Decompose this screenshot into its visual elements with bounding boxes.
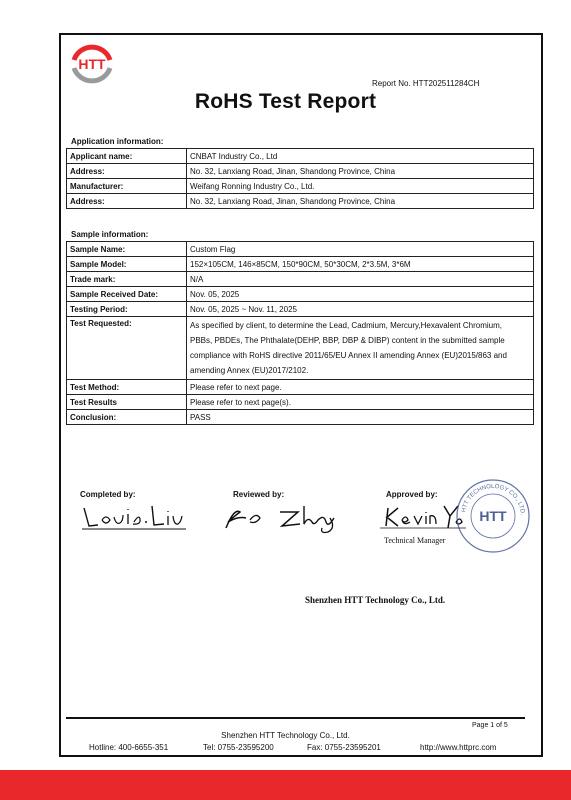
field-value: CNBAT Industry Co., Ltd — [187, 149, 534, 164]
table-row — [67, 164, 534, 179]
table-row — [67, 395, 534, 410]
field-label: Test Requested: — [67, 317, 187, 380]
field-label: Sample Received Date: — [67, 287, 187, 302]
field-value: 152×105CM, 146×85CM, 150*90CM, 50*30CM, 2*3.5M, 3*6M — [187, 257, 534, 272]
report-title: RoHS Test Report — [194, 90, 377, 113]
table-row — [67, 272, 534, 287]
field-label: Manufacturer: — [67, 179, 187, 194]
footer-fax: Fax: 0755-23595201 — [307, 743, 381, 752]
table-row — [67, 149, 534, 164]
field-label: Sample Name: — [67, 242, 187, 257]
application-table — [66, 148, 534, 209]
reviewed-by-label: Reviewed by: — [233, 490, 285, 499]
page-number: Page 1 of 5 — [472, 722, 508, 729]
table-row — [67, 179, 534, 194]
table-row — [67, 380, 534, 395]
stamp-ring-text: HTT TECHNOLOGY CO., LTD. — [461, 483, 525, 516]
footer-website: http://www.httprc.com — [420, 743, 497, 752]
field-label: Testing Period: — [67, 302, 187, 317]
completed-by-label: Completed by: — [80, 490, 136, 499]
field-value: Nov. 05, 2025 ~ Nov. 11, 2025 — [187, 302, 534, 317]
field-value: Please refer to next page. — [187, 380, 534, 395]
logo-text: HTT — [78, 56, 106, 72]
sample-heading: Sample information: — [71, 230, 149, 239]
field-label: Address: — [67, 194, 187, 209]
footer-divider — [66, 717, 525, 719]
reviewed-signature — [220, 500, 350, 536]
field-value: Please refer to next page(s). — [187, 395, 534, 410]
field-value: Nov. 05, 2025 — [187, 287, 534, 302]
completed-signature — [80, 500, 190, 534]
report-number: Report No. HTT202511284CH — [372, 79, 480, 88]
table-row — [67, 317, 534, 380]
stamp-text: HTT — [479, 508, 507, 524]
field-value: Custom Flag — [187, 242, 534, 257]
field-value: PASS — [187, 410, 534, 425]
company-name: Shenzhen HTT Technology Co., Ltd. — [305, 595, 446, 605]
field-value: No. 32, Lanxiang Road, Jinan, Shandong Province, China — [187, 194, 534, 209]
field-label: Sample Model: — [67, 257, 187, 272]
table-row — [67, 257, 534, 272]
sample-table — [66, 241, 534, 425]
red-bottom-bar — [0, 770, 571, 800]
htt-logo — [66, 38, 118, 90]
approved-by-label: Approved by: — [386, 490, 438, 499]
field-label: Address: — [67, 164, 187, 179]
field-value: No. 32, Lanxiang Road, Jinan, Shandong Province, China — [187, 164, 534, 179]
footer-hotline: Hotline: 400-6655-351 — [89, 743, 169, 752]
application-heading: Application information: — [71, 137, 164, 146]
field-label: Trade mark: — [67, 272, 187, 287]
company-stamp — [455, 478, 531, 554]
footer-tel: Tel: 0755-23595200 — [203, 743, 274, 752]
field-label: Test Results — [67, 395, 187, 410]
table-row — [67, 287, 534, 302]
field-label: Test Method: — [67, 380, 187, 395]
approver-title: Technical Manager — [384, 536, 446, 545]
field-value: Weifang Ronning Industry Co., Ltd. — [187, 179, 534, 194]
field-label: Applicant name: — [67, 149, 187, 164]
table-row — [67, 242, 534, 257]
table-row — [67, 302, 534, 317]
table-row — [67, 194, 534, 209]
field-label: Conclusion: — [67, 410, 187, 425]
field-value: N/A — [187, 272, 534, 287]
footer-company: Shenzhen HTT Technology Co., Ltd. — [221, 731, 350, 740]
field-value: As specified by client, to determine the Lead, Cadmium, Mercury,Hexavalent Chromium, PBBs, PBDEs, The Phthalate(DEHP, BBP, DBP & DIBP) content in the submitted sample compliance with RoHS directive 2011/65/EU Annex II amending Annex (EU)2015/863 and amending Annex (EU)2017/2102. — [187, 317, 534, 380]
table-row — [67, 410, 534, 425]
